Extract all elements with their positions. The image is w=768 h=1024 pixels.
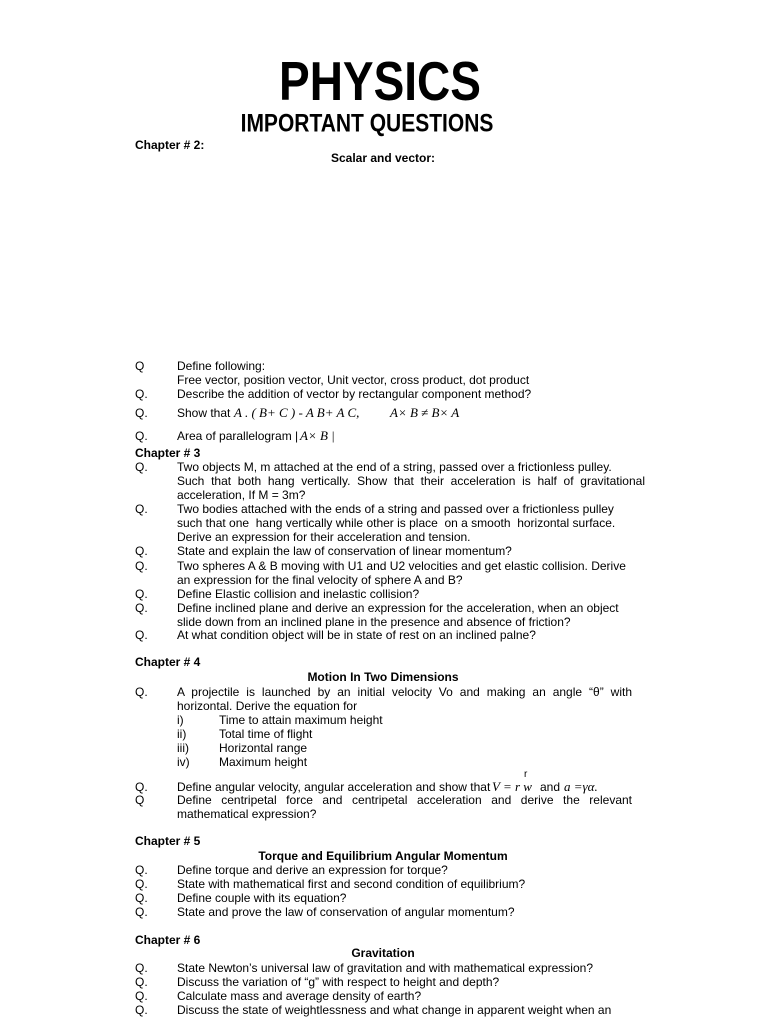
chapter-heading-row xyxy=(0,834,768,848)
question-text: State with mathematical first and second condition of equilibrium? xyxy=(177,877,526,891)
question-row xyxy=(0,559,768,573)
question-row xyxy=(0,863,768,877)
question-row xyxy=(0,406,768,420)
question-text: Two bodies attached with the ends of a string and passed over a frictionless pulley xyxy=(177,502,614,516)
sub-item-row xyxy=(0,741,768,755)
question-row xyxy=(0,905,768,919)
chapter-heading-row xyxy=(0,933,768,947)
question-row xyxy=(0,628,768,642)
question-row xyxy=(0,1003,768,1017)
sub-item-number: ii) xyxy=(177,727,187,741)
question-marker: Q. xyxy=(135,502,148,516)
question-row-continued xyxy=(0,488,768,502)
question-row xyxy=(0,460,768,474)
sub-item-row xyxy=(0,755,768,769)
question-marker: Q. xyxy=(135,975,148,989)
question-text-continued: Free vector, position vector, Unit vector, cross product, dot product xyxy=(177,373,530,387)
question-marker: Q. xyxy=(135,429,148,443)
question-marker: Q xyxy=(135,793,145,807)
math-formula: a =γα. xyxy=(564,779,598,794)
question-row-continued xyxy=(0,373,768,387)
question-row-continued xyxy=(0,807,768,821)
question-text-continued: horizontal. Derive the equation for xyxy=(177,699,358,713)
question-text: Two spheres A & B moving with U1 and U2 velocities and get elastic collision. Derive xyxy=(177,559,626,573)
sub-item-text: Total time of flight xyxy=(219,727,313,741)
question-text: At what condition object will be in state of rest on an inclined palne? xyxy=(177,628,536,642)
question-marker: Q. xyxy=(135,601,148,615)
sub-item-row xyxy=(0,713,768,727)
question-row-continued xyxy=(0,699,768,713)
question-row xyxy=(0,877,768,891)
question-row xyxy=(0,685,768,699)
question-text: A projectile is launched by an initial velocity Vo and making an angle “θ” with xyxy=(177,685,632,699)
page-subtitle: IMPORTANT QUESTIONS xyxy=(240,109,494,138)
question-row xyxy=(0,975,768,989)
question-text: Define angular velocity, angular acceleration and show that xyxy=(177,780,491,794)
question-marker: Q xyxy=(135,359,145,373)
question-text: State Newton’s universal law of gravitation and with mathematical expression? xyxy=(177,961,593,975)
question-marker: Q. xyxy=(135,460,148,474)
chapter-heading: Chapter # 5 xyxy=(135,834,201,848)
question-row-continued xyxy=(0,530,768,544)
chapter-heading: Chapter # 2: xyxy=(135,138,205,152)
question-row xyxy=(0,587,768,601)
question-row xyxy=(0,961,768,975)
question-text: Area of parallelogram | xyxy=(177,429,299,443)
chapter-topic: Scalar and vector: xyxy=(330,151,436,165)
question-text: Define couple with its equation? xyxy=(177,891,347,905)
chapter-heading-row xyxy=(0,138,768,152)
chapter-topic: Torque and Equilibrium Angular Momentum xyxy=(258,849,508,863)
question-marker: Q. xyxy=(135,989,148,1003)
question-row xyxy=(0,780,768,794)
chapter-heading: Chapter # 6 xyxy=(135,933,201,947)
question-marker: Q. xyxy=(135,780,148,794)
question-row xyxy=(0,601,768,615)
question-text: Discuss the variation of “g” with respect to height and depth? xyxy=(177,975,500,989)
question-text: Define torque and derive an expression for torque? xyxy=(177,863,448,877)
chapter-heading: Chapter # 4 xyxy=(135,655,201,669)
question-row xyxy=(0,429,768,443)
math-formula: A . ( B+ C ) - A B+ A C, xyxy=(234,405,360,420)
page-title: PHYSICS xyxy=(279,50,481,112)
question-text-continued: slide down from an inclined plane in the presence and absence of friction? xyxy=(177,615,571,629)
question-row-continued xyxy=(0,516,768,530)
question-marker: Q. xyxy=(135,387,148,401)
vector-arrow-mark: r xyxy=(524,769,528,780)
sub-item-text: Time to attain maximum height xyxy=(219,713,383,727)
question-row-continued xyxy=(0,615,768,629)
question-marker: Q. xyxy=(135,1003,148,1017)
question-text: State and prove the law of conservation of angular momentum? xyxy=(177,905,515,919)
question-row xyxy=(0,793,768,807)
question-text: Define Elastic collision and inelastic collision? xyxy=(177,587,420,601)
question-row xyxy=(0,544,768,558)
question-row-continued xyxy=(0,474,768,488)
sub-item-number: iii) xyxy=(177,741,189,755)
question-row xyxy=(0,387,768,401)
question-text: Discuss the state of weightlessness and what change in apparent weight when an xyxy=(177,1003,612,1017)
question-row xyxy=(0,989,768,1003)
question-text-continued: mathematical expression? xyxy=(177,807,317,821)
chapter-heading-row xyxy=(0,446,768,460)
question-marker: Q. xyxy=(135,406,148,420)
question-text: Describe the addition of vector by rectangular component method? xyxy=(177,387,532,401)
question-marker: Q. xyxy=(135,685,148,699)
question-marker: Q. xyxy=(135,628,148,642)
sub-item-text: Maximum height xyxy=(219,755,308,769)
question-marker: Q. xyxy=(135,559,148,573)
question-row xyxy=(0,891,768,905)
question-marker: Q. xyxy=(135,905,148,919)
question-text: Two objects M, m attached at the end of a string, passed over a frictionless pulley. xyxy=(177,460,612,474)
question-marker: Q. xyxy=(135,961,148,975)
question-marker: Q. xyxy=(135,863,148,877)
question-text-continued: an expression for the final velocity of sphere A and B? xyxy=(177,573,463,587)
question-text: Define inclined plane and derive an expression for the acceleration, when an object xyxy=(177,601,619,615)
question-row xyxy=(0,359,768,373)
question-marker: Q. xyxy=(135,891,148,905)
question-text: Show that xyxy=(177,406,231,420)
question-text: Calculate mass and average density of earth? xyxy=(177,989,422,1003)
question-text: Define centripetal force and centripetal acceleration and derive the relevant xyxy=(177,793,632,807)
question-text-continued: Such that both hang vertically. Show that their acceleration is half of gravitational xyxy=(177,474,645,488)
question-text: Define following: xyxy=(177,359,266,373)
sub-item-number: i) xyxy=(177,713,184,727)
sub-item-number: iv) xyxy=(177,755,190,769)
chapter-heading: Chapter # 3 xyxy=(135,446,201,460)
chapter-topic: Motion In Two Dimensions xyxy=(307,670,459,684)
question-text-continued: acceleration, If M = 3m? xyxy=(177,488,306,502)
question-row-continued xyxy=(0,573,768,587)
question-marker: Q. xyxy=(135,877,148,891)
question-text: State and explain the law of conservation of linear momentum? xyxy=(177,544,512,558)
sub-item-row xyxy=(0,727,768,741)
math-formula: V = r w xyxy=(492,779,532,794)
question-marker: Q. xyxy=(135,587,148,601)
math-formula: A× B | xyxy=(300,428,335,443)
question-text-continued: such that one hang vertically while other is place on a smooth horizontal surface. xyxy=(177,516,616,530)
question-text-connector: and xyxy=(540,780,561,794)
question-text-continued: Derive an expression for their acceleration and tension. xyxy=(177,530,471,544)
math-formula: A× B ≠ B× A xyxy=(390,405,460,420)
chapter-topic: Gravitation xyxy=(351,946,415,960)
sub-item-text: Horizontal range xyxy=(219,741,308,755)
chapter-heading-row xyxy=(0,655,768,669)
question-row xyxy=(0,502,768,516)
question-marker: Q. xyxy=(135,544,148,558)
